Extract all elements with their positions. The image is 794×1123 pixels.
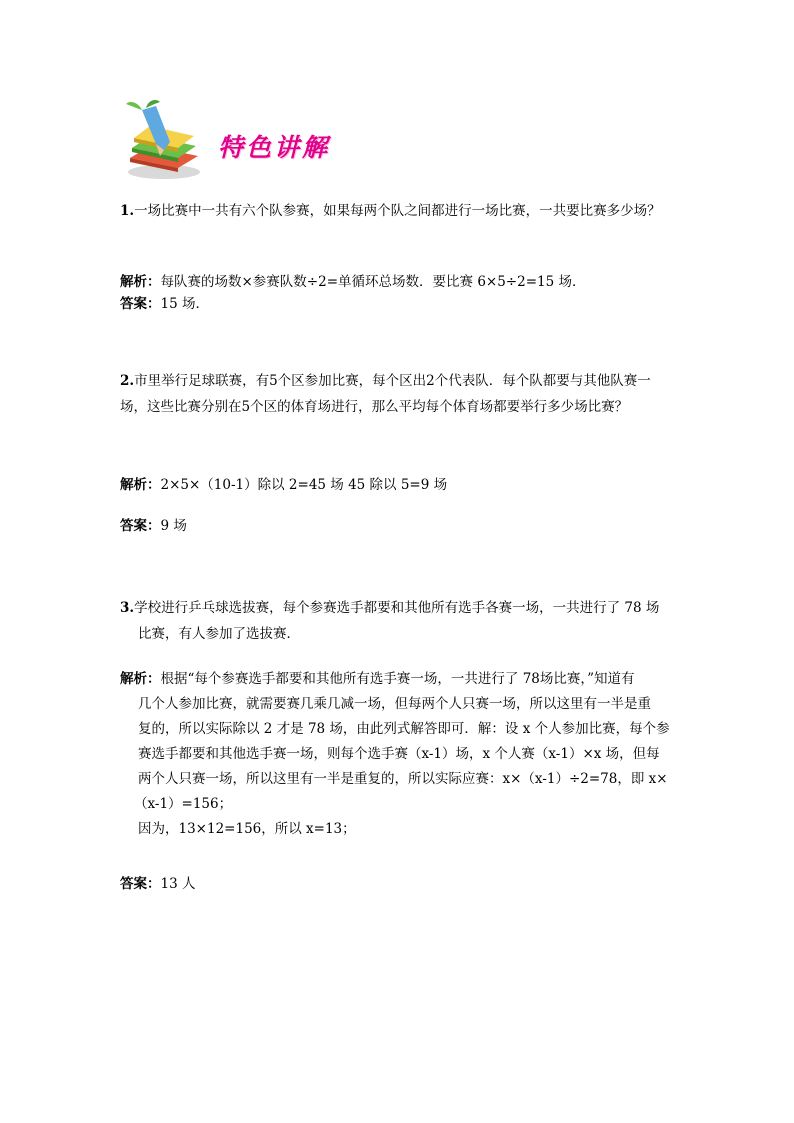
problem-3-answer: 答案：13 人 xyxy=(120,876,196,892)
section-header xyxy=(120,98,360,188)
problem-1-question: 1.一场比赛中一共有六个队参赛，如果每两个队之间都进行一场比赛，一共要比赛多少场？ xyxy=(120,203,661,219)
section-title: 特色讲解 xyxy=(218,133,331,162)
problem-3-analysis: 解析：根据“每个参赛选手都要和其他所有选手赛一场，一共进行了 78场比赛，”知道有 几个人参加比赛，就需要赛几乘几减一场，但每两个人只赛一场，所以这里有一半是重 复的，所以实际除以 2 才是 78 场，由此列式解答即可．解：设 x 个人参加比赛，每个参 赛选手都要和其他选手赛一场，则每个选手赛（x-1）场，x 个人赛（x-1）×x 场，但每 两个人只赛一场，所以这里有一半是重复的，所以实际应赛：x×（x-1）÷2=78，即 x× （x-1）=156； 因为，13×12=156，所以 x=13； xyxy=(120,671,670,837)
problem-3-question: 3.学校进行乒乓球选拔赛，每个参赛选手都要和其他所有选手各赛一场，一共进行了 78 场 比赛，有人参加了选拔赛． xyxy=(120,600,660,642)
problem-1-analysis: 解析：每队赛的场数×参赛队数÷2=单循环总场数．要比赛 6×5÷2=15 场． xyxy=(120,274,586,290)
problem-2-answer: 答案：9 场 xyxy=(120,518,187,534)
problem-2-analysis: 解析：2×5×（10-1）除以 2=45 场 45 除以 5=9 场 xyxy=(120,477,448,493)
problem-1-answer: 答案：15 场． xyxy=(120,296,209,312)
books-pencil-icon xyxy=(120,98,212,182)
problem-2-question: 2.市里举行足球联赛，有5个区参加比赛，每个区出2个代表队．每个队都要与其他队赛一 场，这些比赛分别在5个区的体育场进行，那么平均每个体育场都要举行多少场比赛？ xyxy=(120,373,651,415)
